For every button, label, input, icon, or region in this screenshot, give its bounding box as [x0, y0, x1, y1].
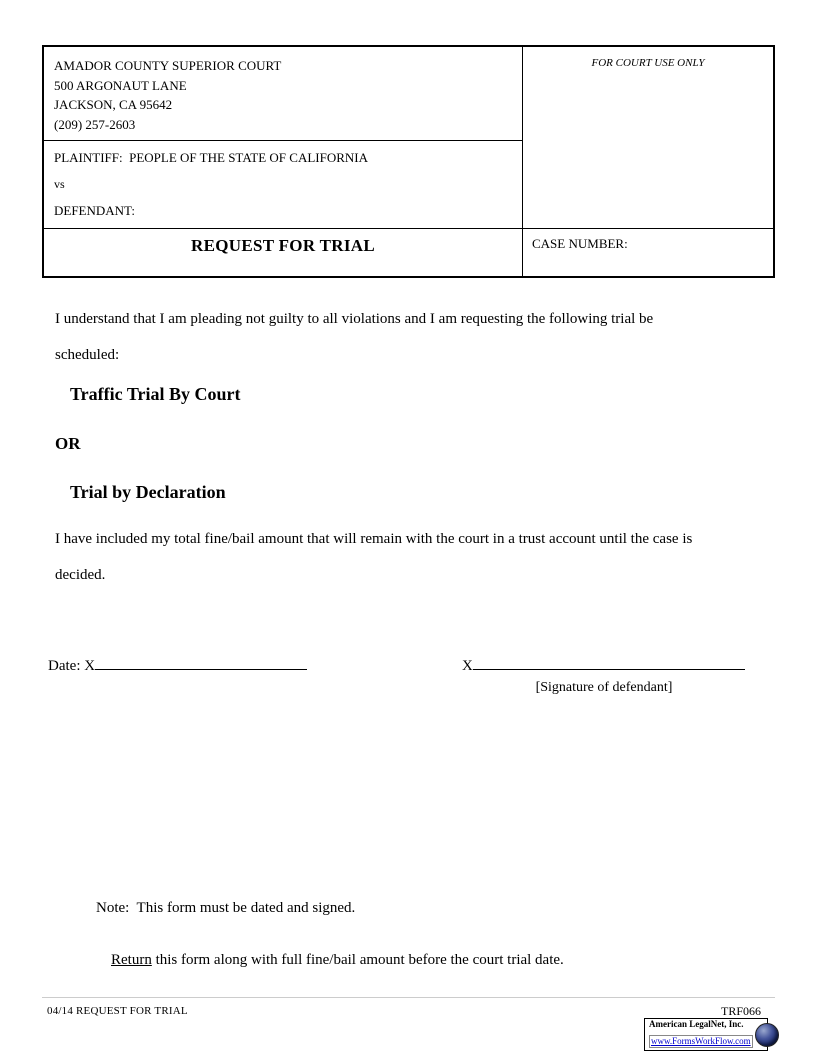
vs-label: vs — [54, 177, 65, 191]
plaintiff-line: PLAINTIFF: PEOPLE OF THE STATE OF CALIFORNIA — [54, 150, 368, 165]
case-number-label: CASE NUMBER: — [532, 236, 628, 251]
court-phone: (209) 257-2603 — [54, 116, 136, 132]
globe-logo-icon — [755, 1023, 779, 1047]
date-signature-line — [95, 655, 307, 670]
intro-paragraph — [55, 301, 653, 373]
option-trial-by-declaration: Trial by Declaration — [70, 482, 226, 502]
parties-cell — [44, 141, 522, 228]
caption-bottom-row — [44, 228, 773, 276]
defendant-signature-block — [462, 655, 748, 696]
court-use-only-label: FOR COURT USE ONLY — [591, 57, 705, 69]
intro-line-2: scheduled: — [55, 347, 120, 363]
or-label: OR — [55, 434, 81, 453]
caption-left-column — [44, 47, 523, 228]
footer-form-meta: 04/14 REQUEST FOR TRIAL — [47, 1005, 188, 1017]
court-info-cell — [44, 47, 522, 141]
signature-x-label: X — [462, 658, 473, 674]
note-line: Note: This form must be dated and signed. — [96, 900, 356, 916]
fine-line-2: decided. — [55, 567, 106, 583]
date-signature-block — [48, 655, 307, 675]
legalnet-logo-text — [645, 1017, 755, 1052]
court-use-only-cell — [523, 47, 773, 228]
signature-caption: [Signature of defendant] — [535, 680, 673, 695]
return-word: Return — [111, 952, 152, 968]
defendant-signature-line — [473, 655, 745, 670]
court-address-line1: 500 ARGONAUT LANE — [54, 77, 187, 93]
case-number-cell — [523, 229, 773, 276]
formsworkflow-link[interactable]: www.FormsWorkFlow.com — [649, 1035, 753, 1048]
footer-divider — [42, 997, 775, 998]
return-line — [96, 935, 564, 986]
form-title: REQUEST FOR TRIAL — [44, 229, 523, 276]
court-name: AMADOR COUNTY SUPERIOR COURT — [54, 58, 282, 73]
date-label: Date: X — [48, 658, 96, 674]
signature-line-row — [462, 655, 748, 675]
caption-table — [42, 45, 775, 278]
intro-line-1: I understand that I am pleading not guilty to all violations and I am requesting the following trial be — [55, 311, 654, 327]
legalnet-company-name: American LegalNet, Inc. — [649, 1018, 744, 1029]
footer-form-code: TRF066 — [721, 1004, 762, 1018]
option-traffic-trial-by-court: Traffic Trial By Court — [70, 384, 241, 404]
fine-paragraph — [55, 521, 692, 593]
fine-line-1: I have included my total fine/bail amount that will remain with the court in a trust account until the case is — [55, 531, 693, 547]
return-rest: this form along with full fine/bail amount before the court trial date. — [151, 952, 564, 968]
legalnet-logo-box — [644, 1018, 768, 1051]
court-address-line2: JACKSON, CA 95642 — [54, 97, 173, 112]
defendant-line: DEFENDANT: — [54, 203, 135, 218]
caption-top-rows — [44, 47, 773, 228]
